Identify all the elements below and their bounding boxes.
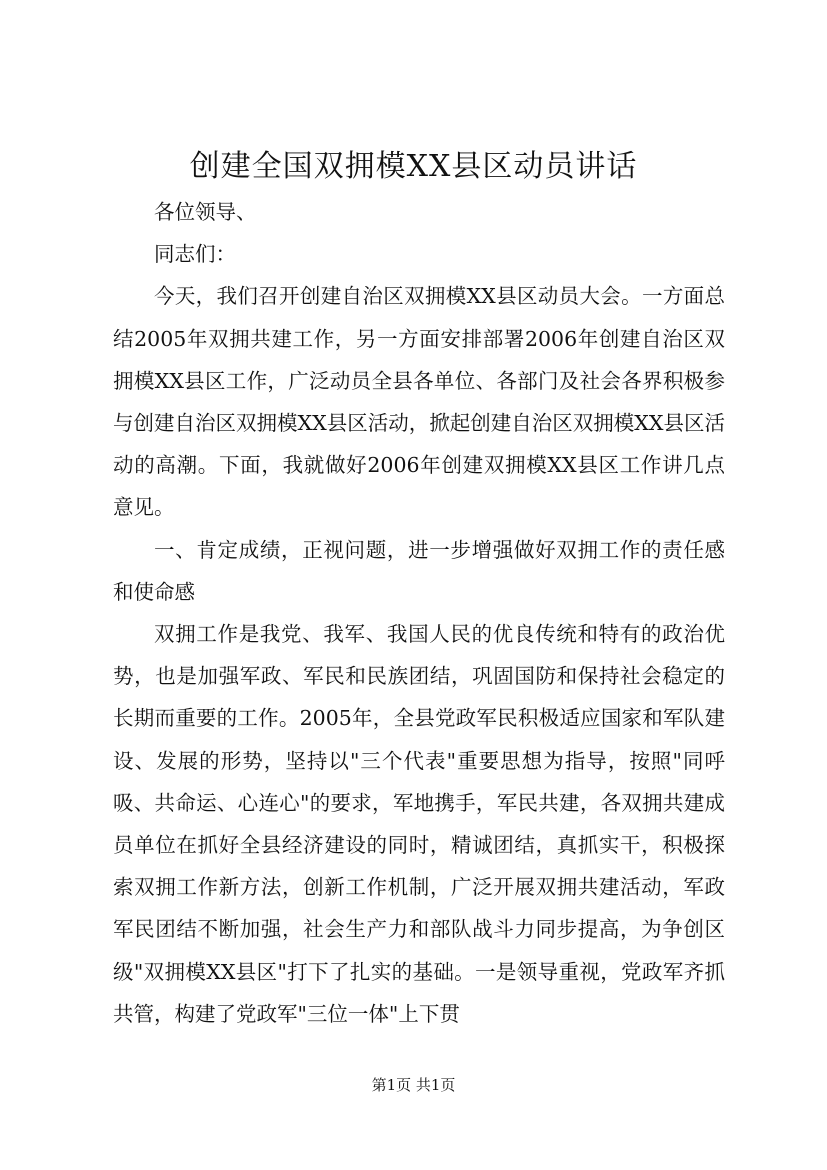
page-number-footer: 第1页 共1页 xyxy=(371,1076,456,1094)
salutation-comrades: 同志们： xyxy=(154,242,236,267)
body-paragraph: 双拥工作是我党、我军、我国人民的优良传统和特有的政治优势，也是加强军政、军民和民族团结，巩固国防和保持社会稳定的长期而重要的工作。2005年，全县党政军民积极适应国家和军队建设、发展的形势，坚持以"三个代表"重要思想为指导，按照"同呼吸、共命运、心连心"的要求，军地携手，军民共建，各双拥共建成员单位在抓好全县经济建设的同时，精诚团结，真抓实干，积极探索双拥工作新方法，创新工作机制，广泛开展双拥共建活动，军政军民团结不断加强，社会生产力和部队战斗力同步提高，为争创区级"双拥模XX县区"打下了扎实的基础。一是领导重视，党政军齐抓共管，构建了党政军"三位一体"上下贯 xyxy=(113,622,725,1026)
salutation-leaders: 各位领导、 xyxy=(154,200,257,224)
section-heading-1: 一、肯定成绩，正视问题，进一步增强做好双拥工作的责任感和使命感 xyxy=(113,537,725,604)
intro-paragraph: 今天，我们召开创建自治区双拥模XX县区动员大会。一方面总结2005年双拥共建工作，另一方面安排部署2006年创建自治区双拥模XX县区工作，广泛动员全县各单位、各部门及社会各界积极参与创建自治区双拥模XX县区活动，掀起创建自治区双拥模XX县区活动的高潮。下面，我就做好2006年创建双拥模XX县区工作讲几点意见。 xyxy=(113,284,725,520)
document-title: 创建全国双拥模XX县区动员讲话 xyxy=(189,149,638,184)
document-body xyxy=(113,191,725,1035)
